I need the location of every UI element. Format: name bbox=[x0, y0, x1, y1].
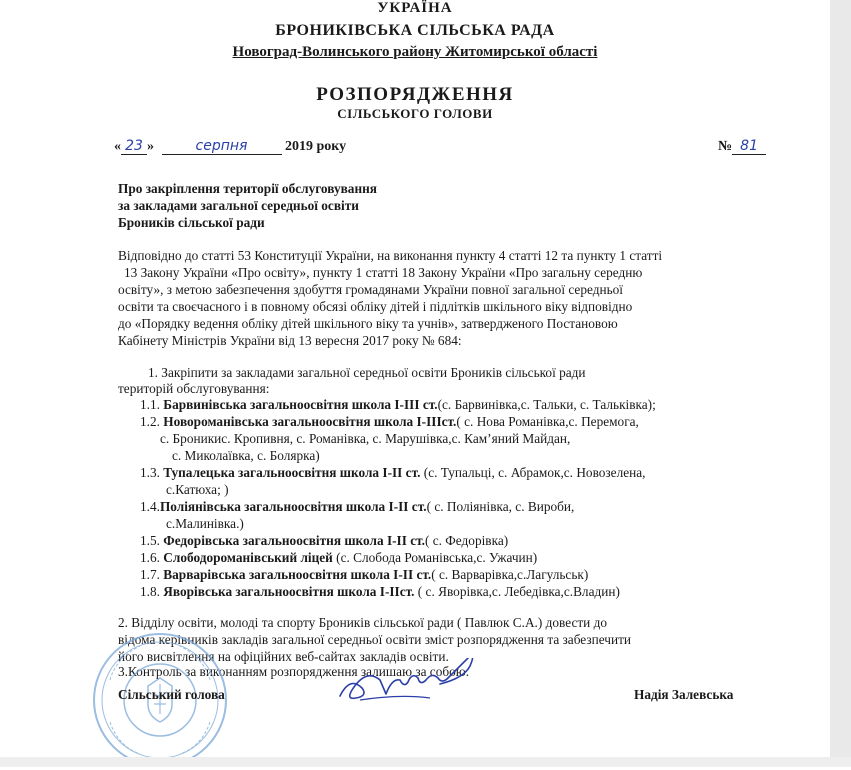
subject-line: Броників сільської ради bbox=[118, 215, 265, 230]
date-day: 23 bbox=[121, 138, 147, 155]
preamble-line: освіти та своєчасного і в повному обсязі обліку дітей і підлітків шкільного віку відповідно bbox=[118, 299, 633, 314]
header-country: УКРАЇНА bbox=[377, 0, 453, 16]
item2-line: відома керівників закладів загальної середньої освіти зміст розпорядження та забезпечити bbox=[118, 632, 632, 647]
item3-line: 3.Контроль за виконанням розпорядження залишаю за собою. bbox=[118, 664, 470, 679]
school-item-cont: с.Малинівка.) bbox=[166, 516, 244, 531]
item2-line: його висвітлення на офіційних веб-сайтах закладів освіти. bbox=[118, 649, 449, 664]
school-item-cont: с. Броникис. Кропивня, с. Романівка, с. Марушівка,с. Кам’яний Майдан, bbox=[160, 431, 571, 446]
doc-subtitle: СІЛЬСЬКОГО ГОЛОВИ bbox=[337, 106, 493, 121]
school-item: 1.8. Яворівська загальноосвітня школа І-ІІст. ( с. Яворівка,с. Лебедівка,с.Владин) bbox=[140, 584, 620, 599]
date-line bbox=[114, 138, 346, 155]
school-item: 1.7. Варварівська загальноосвітня школа І-ІІ ст.( с. Варварівка,с.Лагульськ) bbox=[140, 567, 589, 582]
header-council: БРОНИКІВСЬКА СІЛЬСЬКА РАДА bbox=[275, 22, 555, 39]
subject-line: Про закріплення території обслуговування bbox=[118, 181, 377, 196]
item2-line: 2. Відділу освіти, молоді та спорту Броників сільської ради ( Павлюк С.А.) довести до bbox=[118, 615, 608, 630]
preamble-line: Кабінету Міністрів України від 13 вересня 2017 року № 684: bbox=[118, 333, 462, 348]
handwritten-signature bbox=[330, 658, 510, 708]
header-district: Новоград-Волинського району Житомирської області bbox=[232, 44, 598, 60]
scan-edge-right bbox=[830, 0, 851, 767]
school-item-cont: с.Катюха; ) bbox=[166, 482, 229, 497]
school-item-cont: с. Миколаївка, с. Болярка) bbox=[172, 448, 320, 463]
preamble-line: освіту», з метою забезпечення здобуття громадянами України повної загальної середньої bbox=[118, 282, 623, 297]
date-close-quote: » bbox=[147, 139, 154, 154]
subject-line: за закладами загальної середньої освіти bbox=[118, 198, 359, 213]
number-prefix: № bbox=[718, 139, 733, 154]
doc-number bbox=[718, 138, 766, 155]
date-year: 2019 року bbox=[285, 139, 347, 154]
school-item: 1.5. Федорівська загальноосвітня школа І-ІІ ст.( с. Федорівка) bbox=[140, 533, 509, 548]
school-item: 1.4.Поліянівська загальноосвітня школа І-ІІ ст.( с. Поліянівка, с. Вироби, bbox=[140, 499, 575, 514]
item1-line: територій обслуговування: bbox=[118, 381, 270, 396]
doc-title: РОЗПОРЯДЖЕННЯ bbox=[316, 84, 514, 105]
date-open-quote: « bbox=[114, 139, 121, 154]
item1-line: 1. Закріпити за закладами загальної середньої освіти Броників сільської ради bbox=[148, 365, 586, 380]
date-month: серпня bbox=[162, 138, 282, 155]
preamble-line: до «Порядку ведення обліку дітей шкільного віку та учнів», затвердженого Постановою bbox=[118, 316, 618, 331]
signature-position: Сільський голова bbox=[118, 687, 225, 702]
school-item: 1.1. Барвинівська загальноосвітня школа І-ІІІ ст.(с. Барвинівка,с. Тальки, с. Тальківка); bbox=[140, 397, 656, 412]
scan-edge-bottom bbox=[0, 757, 851, 767]
preamble-line: 13 Закону України «Про освіту», пункту 1 статті 18 Закону України «Про загальну середню bbox=[124, 265, 643, 280]
preamble-line: Відповідно до статті 53 Конституції України, на виконання пункту 4 статті 12 та пункту 1 статті bbox=[118, 248, 663, 263]
signature-name: Надія Залевська bbox=[634, 687, 734, 702]
school-item: 1.6. Слободороманівський ліцей (с. Слобода Романівська,с. Ужачин) bbox=[140, 550, 538, 565]
school-item: 1.2. Новороманівська загальноосвітня школа І-ІІІст.( с. Нова Романівка,с. Перемога, bbox=[140, 414, 639, 429]
number-value: 81 bbox=[732, 138, 766, 155]
school-item: 1.3. Тупалецька загальноосвітня школа І-ІІ ст. (с. Тупальці, с. Абрамок,с. Новозелена, bbox=[140, 465, 646, 480]
